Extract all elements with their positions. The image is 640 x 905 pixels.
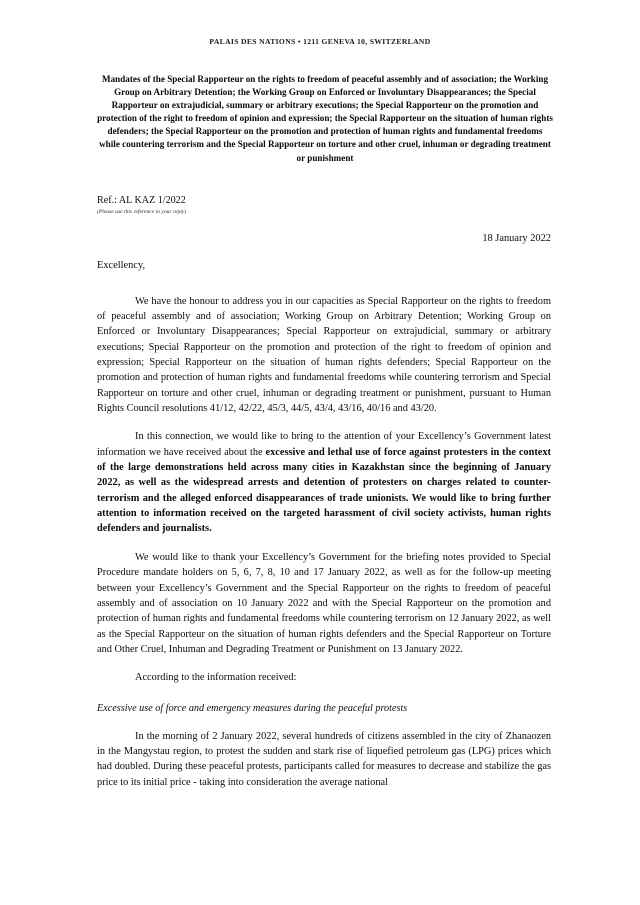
reference-block [97,195,640,216]
reference-note: (Please use this reference in your reply) [97,208,187,215]
paragraph-allegations-lead: In this connection, we would like to bring to the attention of your Excellency’s Government latest information we have received about the [97,431,551,458]
mandate-title-block: Mandates of the Special Rapporteur on the rights to freedom of peaceful assembly and of association; the Working Group on Arbitrary Detention; the Working Group on Enforced or Involuntary Disappearances; the Special Rapporteur on extrajudicial, summary or arbitrary executions; the Special Rapporteur on the promotion and protection of the right to freedom of opinion and expression; the Special Rapporteur on the situation of human rights defenders; the Special Rapporteur on the promotion and protection of human rights and fundamental freedoms while countering terrorism and the Special Rapporteur on torture and other cruel, inhuman or degrading treatment or punishment [97,74,553,163]
information-received-lead: According to the information received: [135,672,297,684]
paragraph-mandate-capacities: We have the honour to address you in our capacities as Special Rapporteur on the rights to freedom of peaceful assembly and of association; Working Group on Arbitrary Detention; Working Group on Enforced or Involuntary Disappearances; Special Rapporteur on extrajudicial, summary or arbitrary executions; Special Rapporteur on the promotion and protection of the right to freedom of opinion and expression; Special Rapporteur on the situation of human rights defenders; Special Rapporteur on the promotion and protection of human rights and fundamental freedoms while countering terrorism and Special Rapporteur on torture and other cruel, inhuman or degrading treatment or punishment, pursuant to Human Rights Council resolutions 41/12, 42/22, 45/3, 44/5, 43/4, 43/16, 40/16 and 43/20. [97,295,551,415]
reference-number: Ref.: AL KAZ 1/2022 [97,194,186,206]
paragraph-allegations [97,429,551,536]
letter-body [97,294,551,790]
date: 18 January 2022 [482,232,551,244]
paragraph-allegations-emphasis-tail: . [209,523,212,535]
letterhead: PALAIS DES NATIONS • 1211 GENEVA 10, SWITZERLAND [209,37,431,46]
salutation: Excellency, [97,259,146,271]
section-subheading: Excessive use of force and emergency measures during the peaceful protests [97,702,408,714]
paragraph-briefing-thanks: We would like to thank your Excellency’s Government for the briefing notes provided to Special Procedure mandate holders on 5, 6, 7, 8, 10 and 17 January 2022, as well as for the follow-up meeting between your Excellency’s Government and the Special Rapporteur on the rights to freedom of peaceful assembly and of association on 10 January 2022 and with the Special Rapporteur on the promotion and protection of human rights and fundamental freedoms while countering terrorism on 12 January 2022, as well as the Special Rapporteur on the situation of human rights defenders and the Special Rapporteur on Torture and Other Cruel, Inhuman and Degrading Treatment or Punishment on 13 January 2022. [97,551,551,655]
paragraph-zhanaozen-account: In the morning of 2 January 2022, several hundreds of citizens assembled in the city of Zhanaozen in the Mangystau region, to protest the sudden and stark rise of liquefied petroleum gas (LPG) prices which had doubled. During these peaceful protests, participants called for measures to decrease and stabilize the gas price to its initial price - taking into consideration the average national [97,730,551,788]
paragraph-allegations-emphasis: excessive and lethal use of force against protesters in the context of the large demonstrations held across many cities in Kazakhstan since the beginning of January 2022, as well as the widespread arrests and detention of protesters on charges related to counter-terrorism and the alleged enforced disappearances of trade unionists. We would like to bring further attention to information received on the targeted harassment of civil society activists, human rights defenders and journalists [97,446,551,535]
